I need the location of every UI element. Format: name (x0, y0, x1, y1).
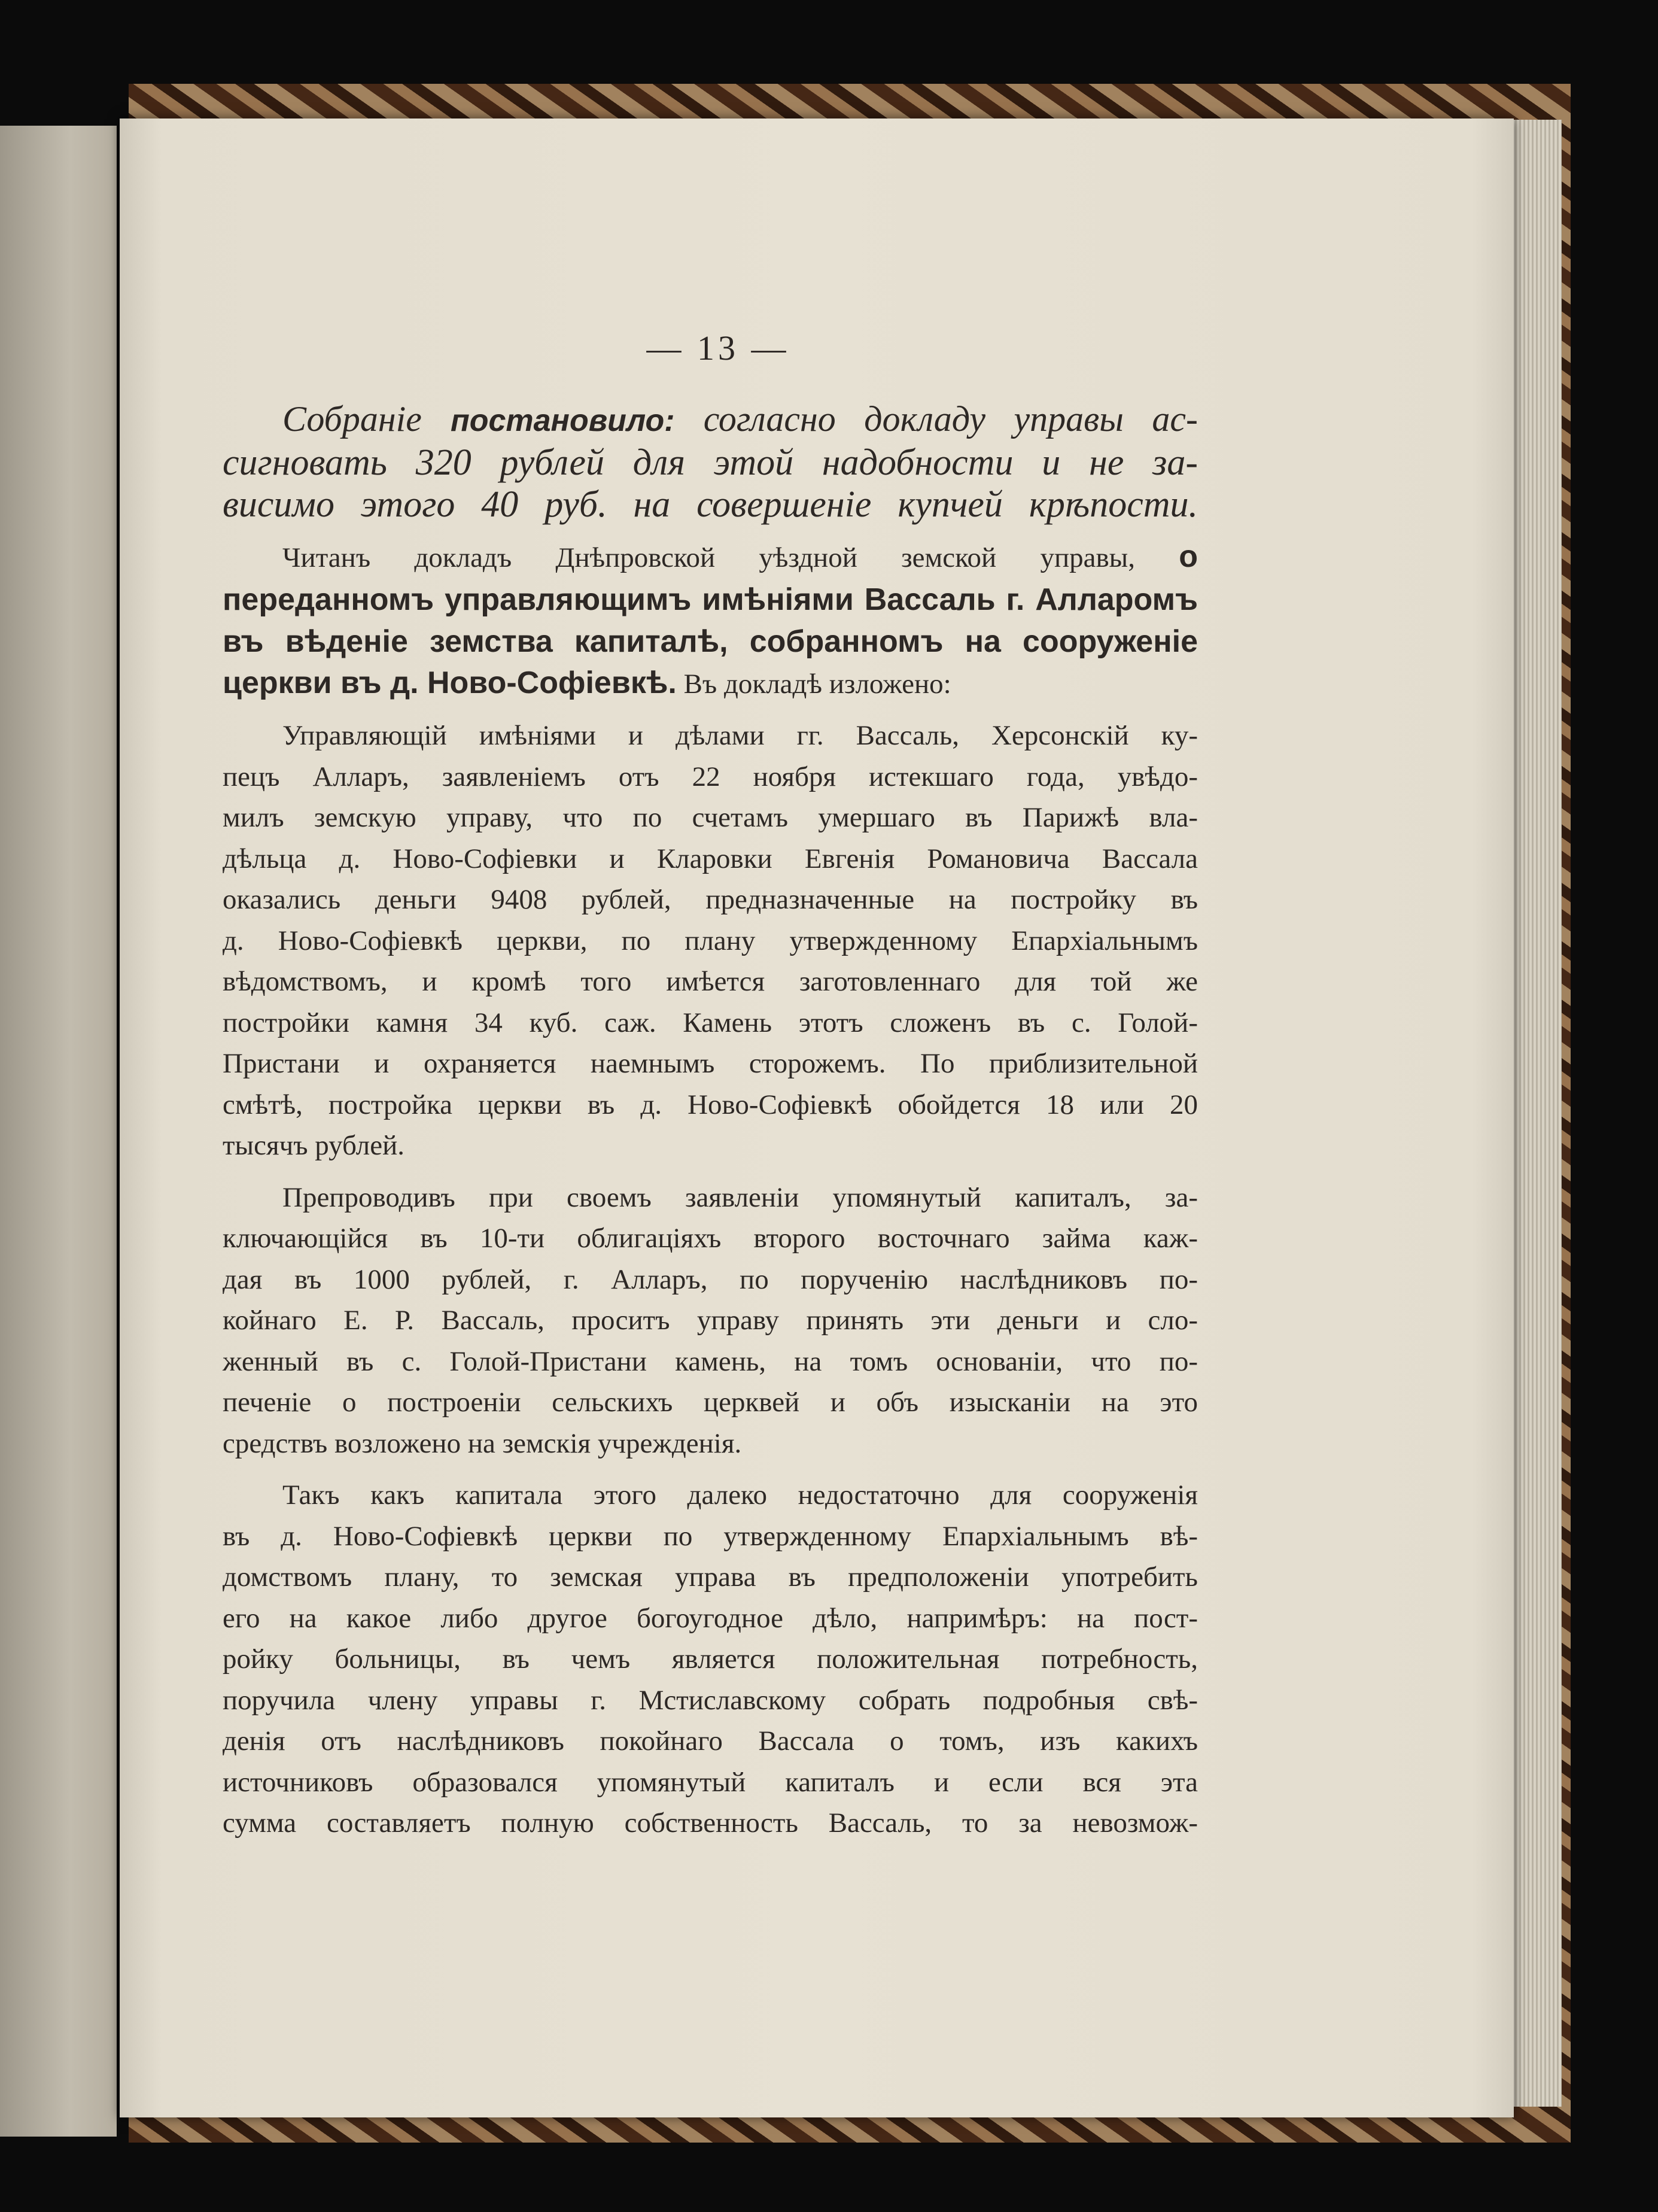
text-line: дѣльца д. Ново-Софіевки и Кларовки Евгенія Романовича Вассала (223, 843, 1198, 874)
text-line: Препроводивъ при своемъ заявленіи упомянутый капиталъ, за- (282, 1181, 1198, 1213)
text-line: пецъ Алларъ, заявленіемъ отъ 22 ноября истекшаго года, увѣдо- (223, 761, 1198, 792)
text-line (223, 398, 1198, 442)
text-line: поручила члену управы г. Мстиславскому собрать подробныя свѣ- (223, 1684, 1198, 1716)
text-line: въ д. Ново-Софіевкѣ церкви по утвержденному Епархіальнымъ вѣ- (223, 1520, 1198, 1552)
text-line: сумма составляетъ полную собственность Вассаль, то за невозмож- (223, 1807, 1198, 1839)
text-line: печеніе о построеніи сельскихъ церквей и объ изысканіи на это (223, 1387, 1198, 1418)
text-regular: Читанъ докладъ Днѣпровской уѣздной земской управы, (282, 542, 1135, 573)
text-line: сигновать 320 рублей для этой надобности и не за- (223, 442, 1198, 483)
page-body (223, 398, 1198, 1844)
paragraph-council-decision (223, 1475, 1198, 1844)
text-line: ключающійся въ 10-ти облигаціяхъ второго восточнаго займа каж- (223, 1223, 1198, 1254)
text-line: женный въ с. Голой-Пристани камень, на томъ основаніи, что по- (223, 1345, 1198, 1377)
text-bold: о (1179, 539, 1198, 574)
text-line: домствомъ плану, то земская управа въ предположеніи употребить (223, 1561, 1198, 1593)
text-bold: постановило: (450, 403, 675, 438)
page-number: — 13 — (646, 329, 790, 367)
text-line: денія отъ наслѣдниковъ покойнаго Вассала о томъ, изъ какихъ (223, 1725, 1198, 1757)
text-line: источниковъ образовался упомянутый капиталъ и если вся эта (223, 1766, 1198, 1798)
text-line: дая въ 1000 рублей, г. Алларъ, по порученію наслѣдниковъ по- (223, 1263, 1198, 1295)
paragraph-manager-report (223, 715, 1198, 1166)
text-line (223, 536, 1198, 579)
text-bold: церкви въ д. Ново-Софіевкѣ. (223, 665, 677, 700)
text-line: висимо этого 40 руб. на совершеніе купчей крѣпости. (223, 484, 1198, 525)
text-line: Управляющій имѣніями и дѣлами гг. Вассаль, Херсонскій ку- (282, 720, 1198, 751)
text-line (223, 663, 1198, 705)
text-line: въ вѣденіе земства капиталѣ, собранномъ на сооруженіе (223, 624, 1198, 659)
text-line: постройки камня 34 куб. саж. Камень этотъ сложенъ въ с. Голой- (223, 1007, 1198, 1038)
text-line: переданномъ управляющимъ имѣніями Вассаль г. Алларомъ (223, 582, 1198, 617)
text-line: Такъ какъ капитала этого далеко недостаточно для сооруженія (282, 1479, 1198, 1511)
text-line: вѣдомствомъ, и кромѣ того имѣется заготовленнаго для той же (223, 966, 1198, 997)
facing-page-edge (0, 126, 117, 2137)
text-line: койнаго Е. Р. Вассаль, проситъ управу принять эти деньги и сло- (223, 1305, 1198, 1336)
text-line: Пристани и охраняется наемнымъ сторожемъ. По приблизительной (223, 1048, 1198, 1079)
text-line: смѣтѣ, постройка церкви въ д. Ново-Софіевкѣ обойдется 18 или 20 (223, 1089, 1198, 1120)
text-italic: Собраніе (282, 399, 422, 439)
text-line: милъ земскую управу, что по счетамъ умершаго въ Парижѣ вла- (223, 802, 1198, 833)
paragraph-capital-transfer (223, 1177, 1198, 1464)
text-italic: согласно докладу управы ас- (703, 399, 1198, 439)
report-paragraph (223, 536, 1198, 704)
resolution-paragraph (223, 398, 1198, 525)
text-regular: Въ докладѣ изложено: (683, 668, 951, 700)
text-line: тысячъ рублей. (223, 1130, 405, 1161)
text-line: ройку больницы, въ чемъ является положительная потребность, (223, 1643, 1198, 1675)
text-line: средствъ возложено на земскія учрежденія. (223, 1427, 742, 1459)
text-line: его на какое либо другое богоугодное дѣло, напримѣръ: на пост- (223, 1602, 1198, 1634)
text-line: д. Ново-Софіевкѣ церкви, по плану утвержденному Епархіальнымъ (223, 925, 1198, 956)
text-line: оказались деньги 9408 рублей, предназначенные на постройку въ (223, 884, 1198, 915)
